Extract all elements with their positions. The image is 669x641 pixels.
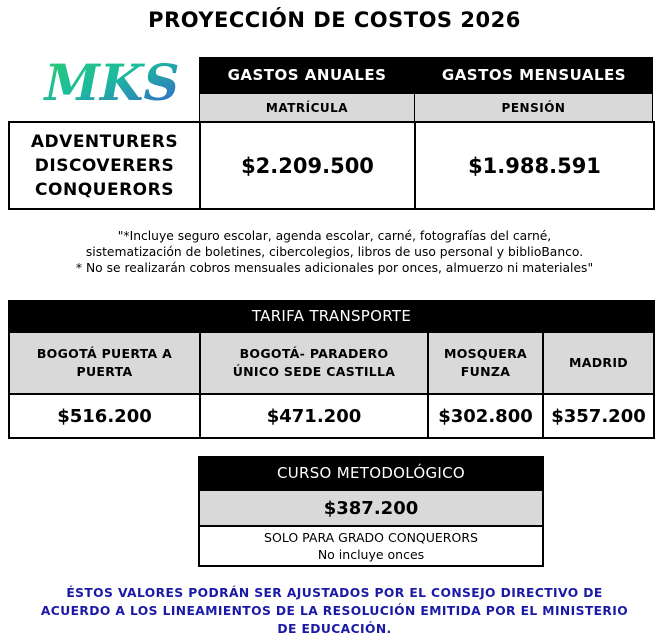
transport-price: $357.200 (542, 393, 655, 439)
footer-line: ACUERDO A LOS LINEAMIENTOS DE LA RESOLUCIÓN EMITIDA POR EL MINISTERIO (40, 604, 629, 618)
transport-price: $516.200 (8, 393, 201, 439)
transport-price: $302.800 (427, 393, 544, 439)
transport-header: TARIFA TRANSPORTE (8, 300, 655, 332)
course-header: CURSO METODOLÓGICO (198, 456, 544, 490)
monthly-fee-label: PENSIÓN (414, 93, 653, 122)
monthly-costs-header: GASTOS MENSUALES (415, 57, 653, 93)
grade-levels (8, 121, 201, 210)
transport-zone-label: BOGOTÁ- PARADERO ÚNICO SEDE CASTILLA (199, 331, 429, 395)
svg-text:MKS: MKS (44, 53, 180, 112)
level-adventurers: ADVENTURERS (30, 131, 179, 152)
level-discoverers: DISCOVERERS (34, 155, 175, 176)
footer-line: ÉSTOS VALORES PODRÁN SER AJUSTADOS POR EL CONSEJO DIRECTIVO DE (66, 586, 603, 600)
tuition-label: MATRÍCULA (199, 93, 415, 122)
note-line: sistematización de boletines, cibercolegios, libros de uso personal y biblioBanco. (85, 245, 584, 259)
course-note-line: No incluye onces (317, 547, 425, 562)
note-line: "*Incluye seguro escolar, agenda escolar, carné, fotografías del carné, (117, 229, 552, 243)
monthly-value: $1.988.591 (414, 121, 655, 210)
transport-zone-label: BOGOTÁ PUERTA A PUERTA (8, 331, 201, 395)
course-note-line: SOLO PARA GRADO CONQUERORS (264, 530, 478, 545)
page-title: PROYECCIÓN DE COSTOS 2026 (148, 8, 521, 32)
course-price: $387.200 (198, 489, 544, 527)
mks-logo (44, 44, 180, 116)
level-conquerors: CONQUERORS (35, 179, 174, 200)
transport-price: $471.200 (199, 393, 429, 439)
disclaimer-footer (0, 584, 669, 638)
annual-costs-header: GASTOS ANUALES (199, 57, 415, 93)
course-note (198, 525, 544, 567)
annual-value: $2.209.500 (199, 121, 416, 210)
transport-zone-label: MADRID (542, 331, 655, 395)
note-line: * No se realizarán cobros mensuales adicionales por onces, almuerzo ni materiales" (75, 261, 594, 275)
inclusions-note (0, 228, 669, 276)
transport-zone-label: MOSQUERA FUNZA (427, 331, 544, 395)
footer-line: DE EDUCACIÓN. (277, 622, 392, 636)
